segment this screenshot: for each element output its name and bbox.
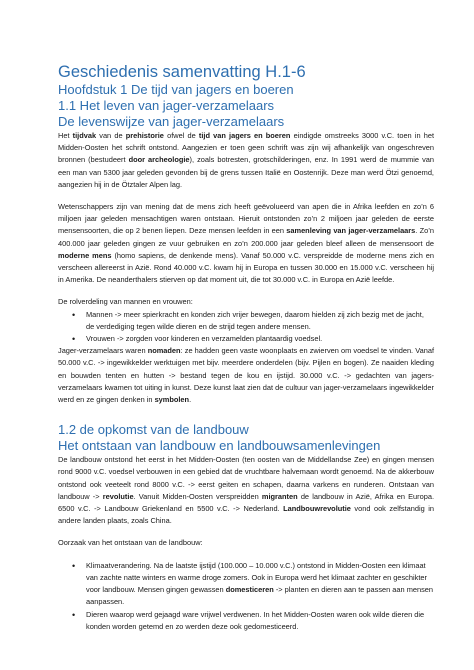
bold-term: nomaden: [147, 346, 181, 356]
paragraph-evolution: Wetenschappers zijn van mening dat de mens zich heeft geëvolueerd van apen die in Afrika leefden en zo’n 6 miljoen jaar geleden mensachtigen waren ontstaan. Hieruit ontstonden zo’n 2 miljoen jaar geleden de eerste mensensoorten, die op 2 benen liepen. Deze mensen leefden in een samenleving van jager-verzamelaars. Zo’n 400.000 jaar geleden gingen ze vuur gebruiken en zo’n 200.000 jaar geleden bleef alleen de mensensoort de moderne mens (homo sapiens, de denkende mens). Vanaf 50.000 v.C. verspreidde de moderne mens zich en verscheen allereerst in Azië. Rond 40.000 v.C. kwam hij in Europa en tussen 30.000 en 15.000 v.C. verscheen hij in Amerika. De neanderthalers stierven op dat moment uit, die tot 30.000 v.C. in Europa en Azië leefde.: [58, 202, 434, 285]
bold-term: migranten: [261, 491, 298, 501]
bold-term: symbolen: [154, 395, 190, 405]
list-item-men: • Mannen -> meer spierkracht en konden zich vrijer bewegen, daarom hielden zij zich bezig met de jacht, de verdediging tegen wilde dieren en de strijd tegen andere mensen.: [86, 309, 434, 333]
bold-term: door archeologie: [128, 155, 190, 165]
roles-list: [58, 309, 434, 346]
bold-term: revolutie: [102, 491, 134, 501]
bold-term: domesticeren: [225, 585, 274, 595]
subsection-heading-agriculture: Het ontstaan van landbouw en landbouwsamenlevingen: [58, 438, 381, 454]
bold-term: tijd van jagers en boeren: [198, 131, 291, 140]
list-item-women: • Vrouwen -> zorgden voor kinderen en verzamelden plantaardig voedsel.: [86, 333, 434, 345]
chapter-heading: Hoofdstuk 1 De tijd van jagers en boeren: [58, 82, 294, 97]
section-heading-1-2: 1.2 de opkomst van de landbouw: [58, 422, 249, 438]
list-item-climate: • Klimaatverandering. Na de laatste ijstijd (100.000 – 10.000 v.C.) ontstond in Midden-Oosten een klimaat van zachte natte winters en warme droge zomers. Ook in Europa werd het klimaat zachter en geschikter voor landbouw. Mensen gingen gewassen domesticeren -> planten en dieren aan te passen aan mensen aanpassen.: [86, 560, 434, 609]
paragraph-prehistory: Het tijdvak van de prehistorie ofwel de tijd van jagers en boeren eindigde omstreeks 3000 v.C. toen in het Midden-Oosten het schrift ontstond. Aangezien er toen geen schrift was zijn wij afhankelijk van ongeschreven bronnen (bestudeert door archeologie), zoals botresten, grotschilderingen, enz. In 1991 werd de mummie van een man van 5300 jaar geleden gevonden bij de grens tussen Italië en Oostenrijk. Deze man werd Ötzi genoemd, aangezien hij in de Ötztaler Alpen lag.: [58, 131, 435, 189]
bold-term: moderne mens: [58, 250, 112, 260]
section-heading-1-1: 1.1 Het leven van jager-verzamelaars: [58, 98, 275, 113]
paragraph-nomads: Jager-verzamelaars waren nomaden: ze hadden geen vaste woonplaats en zwierven om voedsel te vinden. Vanaf 50.000 v.C. -> ingewikkelder werktuigen met bijv. meerdere onderdelen (bijv. Pijlen en bogen). Ze naaiden kleding en bouwden tenten en hutten -> bestand tegen de kou en ijstijd. 30.000 v.C. -> gedachten van jagers-verzamelaars kwamen tot uiting in kunst. Deze kunst laat zien dat de cultuur van jager-verzamelaars ingewikkelder werd en ze gingen denken in symbolen.: [58, 346, 435, 405]
document-title: Geschiedenis samenvatting H.1-6: [58, 63, 306, 81]
bold-term: prehistorie: [125, 131, 164, 140]
bold-term: Landbouwrevolutie: [283, 504, 351, 514]
paragraph-roles-intro: De rolverdeling van mannen en vrouwen:: [58, 297, 193, 307]
causes-list: [58, 560, 434, 633]
paragraph-agriculture: De landbouw ontstond het eerst in het Midden-Oosten (ten oosten van de Middellandse Zee) en gingen mensen rond 9000 v.C. voedsel verbouwen in een gebied dat de vruchtbare halvemaan wordt genoemd. Na de akkerbouw ontstond ook veeteelt rond 8000 v.C. -> eerst geiten en schapen, daarna varkens en runderen. Ontstaan van landbouw -> revolutie. Vanuit Midden-Oosten verspreidden migranten de landbouw in Azië, Afrika en Europa. 6500 v.C. -> Landbouw Griekenland en 5500 v.C. -> Nederland. Landbouwrevolutie vond ook zelfstandig in andere landen plaats, zoals China.: [58, 455, 434, 526]
bold-term: tijdvak: [72, 131, 97, 140]
subsection-heading-lifestyle: De levenswijze van jager-verzamelaars: [58, 114, 285, 129]
paragraph-causes-intro: Oorzaak van het ontstaan van de landbouw:: [58, 538, 203, 548]
bold-term: samenleving van jager-verzamelaars: [286, 226, 416, 236]
list-item-animals: • Dieren waarop werd gejaagd ware vrijwel verdwenen. In het Midden-Oosten waren ook wilde dieren die konden worden getemd en zo werden deze ook gedomesticeerd.: [86, 609, 434, 633]
